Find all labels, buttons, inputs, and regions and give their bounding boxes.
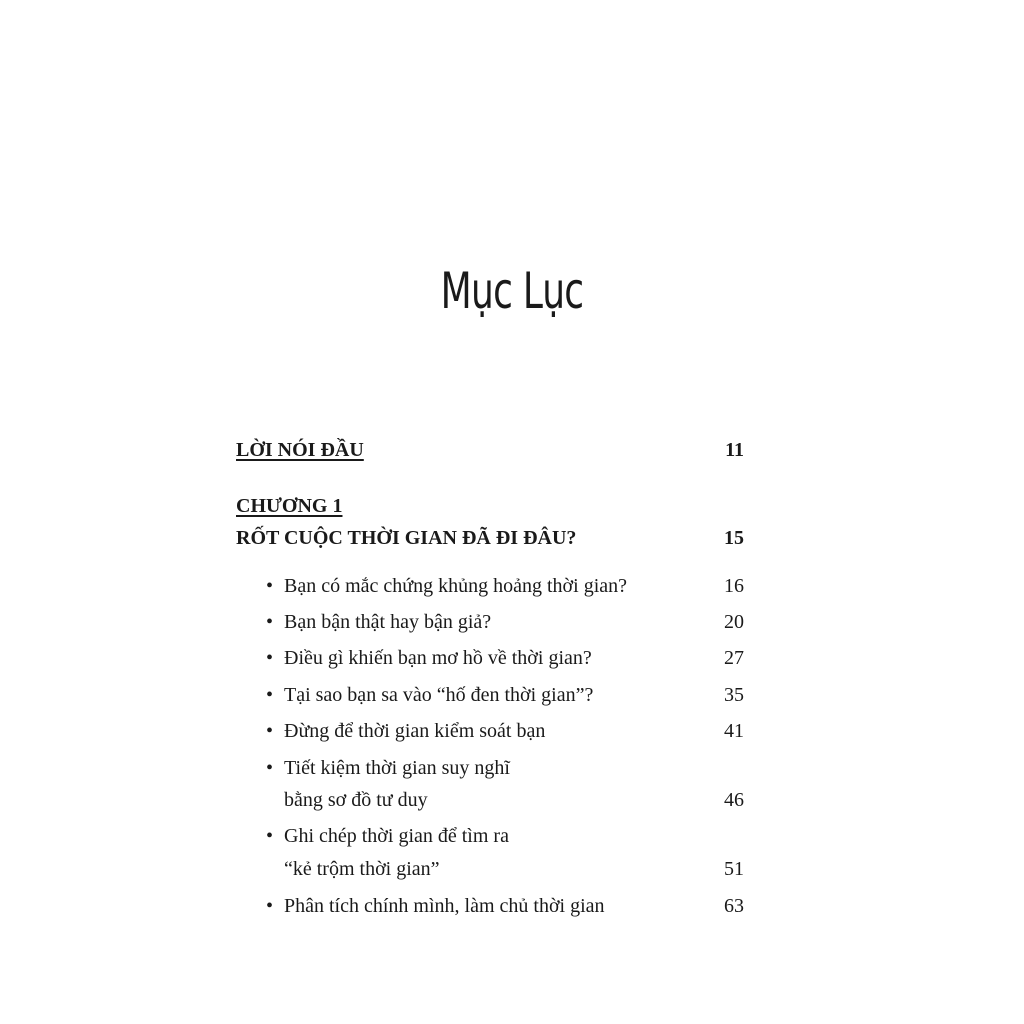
toc-page-number: 15 [724,527,744,549]
bullet-icon: • [266,684,274,706]
toc-page-number: 63 [724,895,744,917]
toc-page-number: 27 [724,647,744,669]
bullet-icon: • [266,647,274,669]
toc-item-label: Tại sao bạn sa vào “hố đen thời gian”? [284,684,594,706]
toc-page-number: 20 [724,611,744,633]
bullet-icon: • [266,575,274,597]
chapter-title: RỐT CUỘC THỜI GIAN ĐÃ ĐI ĐÂU? [236,527,577,549]
bullet-icon: • [266,720,274,742]
bullet-icon: • [266,825,274,847]
toc-item-label: Điều gì khiến bạn mơ hồ về thời gian? [284,647,592,669]
page-title: Mục Lục [440,262,584,320]
toc-page-number: 16 [724,575,744,597]
toc-entry-label: LỜI NÓI ĐẦU [236,439,364,461]
toc-item-label-continued: “kẻ trộm thời gian” [284,858,440,880]
bullet-icon: • [266,895,274,917]
toc-page-number: 51 [724,858,744,880]
toc-item-label: Bạn có mắc chứng khủng hoảng thời gian? [284,575,627,597]
toc-item-label: Ghi chép thời gian để tìm ra [284,825,509,847]
toc-item-label: Phân tích chính mình, làm chủ thời gian [284,895,605,917]
toc-page-number: 35 [724,684,744,706]
bullet-icon: • [266,757,274,779]
bullet-icon: • [266,611,274,633]
toc-page-number: 46 [724,789,744,811]
toc-page-number: 11 [725,439,744,461]
toc-item-label: Đừng để thời gian kiểm soát bạn [284,720,546,742]
toc-item-label: Bạn bận thật hay bận giả? [284,611,492,633]
toc-item-label-continued: bằng sơ đồ tư duy [284,789,428,811]
toc-page-number: 41 [724,720,744,742]
chapter-number-label: CHƯƠNG 1 [236,495,343,517]
toc-item-label: Tiết kiệm thời gian suy nghĩ [284,757,510,779]
